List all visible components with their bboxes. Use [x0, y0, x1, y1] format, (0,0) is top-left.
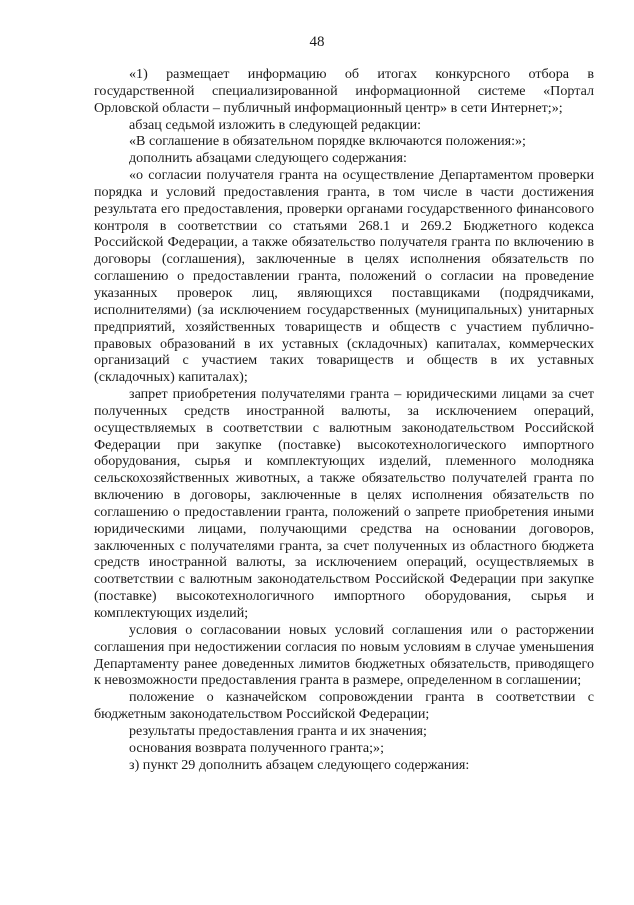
paragraph-treasury-support: положение о казначейском сопровождении гранта в соответствии с бюджетным законодательством Российской Федерации; [94, 689, 594, 723]
paragraph-publish-results: «1) размещает информацию об итогах конкурсного отбора в государственной специализированной информационной системе «Портал Орловской области – публичный информационный центр» в сети Интернет;»; [94, 66, 594, 116]
paragraph-refund-grounds: основания возврата полученного гранта;»; [129, 739, 384, 756]
paragraph-seventh-amendment: абзац седьмой изложить в следующей редакции: [129, 116, 422, 133]
paragraph-clause-29: з) пункт 29 дополнить абзацем следующего содержания: [129, 756, 470, 773]
paragraph-add-clauses: дополнить абзацами следующего содержания: [129, 150, 407, 167]
paragraph-grant-results: результаты предоставления гранта и их значения; [129, 722, 427, 739]
document-body [94, 66, 594, 773]
page-number: 48 [309, 34, 325, 50]
paragraph-agreement-provisions: «В соглашение в обязательном порядке включаются положения:»; [129, 133, 526, 150]
paragraph-audit-consent: «о согласии получателя гранта на осуществление Департаментом проверки порядка и условий предоставления гранта, в том числе в части достижения результата его предоставления, проверки органами государственного финансового контроля в соответствии со статьями 268.1 и 269.2 Бюджетного кодекса Российской Федерации, а также обязательство получателя гранта по включению в договоры (соглашения), заключенные в целях исполнения обязательств по соглашению о предоставлении гранта, положений о согласии на проведение указанных проверок лиц, являющихся поставщиками (подрядчиками, исполнителями) (за исключением государственных (муниципальных) унитарных предприятий, хозяйственных товариществ и обществ с участием публично-правовых образований в их уставных (складочных) капиталах, коммерческих организаций с участием таких товариществ и обществ в их уставных (складочных) капиталах); [94, 167, 594, 386]
paragraph-currency-ban: запрет приобретения получателями гранта – юридическими лицами за счет полученных средств иностранной валюты, за исключением операций, осуществляемых в соответствии с валютным законодательством Российской Федерации при закупке (поставке) высокотехнологического импортного оборудования, сырья и комплектующих изделий, племенного молодняка сельскохозяйственных животных, а также обязательство получателей гранта по включению в договоры, заключенные в целях исполнения обязательств по соглашению о предоставлении гранта, положений о запрете приобретения иными юридическими лицами, получающими средства на основании договоров, заключенных с получателями гранта, за счет полученных из областного бюджета средств иностранной валюты, за исключением операций, осуществляемых в соответствии с валютным законодательством Российской Федерации при закупке (поставке) высокотехнологичного импортного оборудования, сырья и комплектующих изделий; [94, 386, 594, 621]
paragraph-renegotiation-terms: условия о согласовании новых условий соглашения или о расторжении соглашения при недостижении согласия по новым условиям в случае уменьшения Департаменту ранее доведенных лимитов бюджетных обязательств, приводящего к невозможности предоставления гранта в размере, определенном в соглашении; [94, 621, 594, 689]
